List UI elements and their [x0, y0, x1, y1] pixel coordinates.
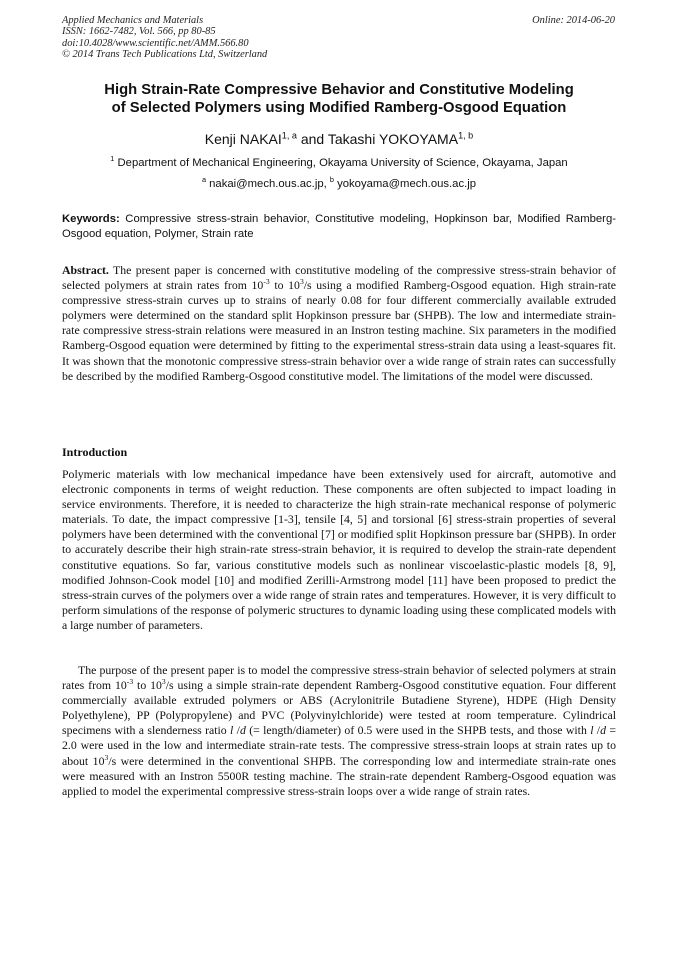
p2-text-8: /s were determined in the conventional SHPB. The corresponding low and intermediate strain-rate ones were measured with an Instron 5500R testing machine. The strain-rate dependent Ramberg-Osgood equation was applied to model the experimental compressive stress-strain loops over a wide range of strain rates.	[62, 753, 616, 798]
affiliation	[62, 156, 616, 170]
p2-symbol-d-1: d	[239, 723, 246, 738]
p2-symbol-d-2: d	[600, 723, 606, 738]
p2-text-6: /	[593, 723, 601, 738]
abstract-label: Abstract.	[62, 263, 109, 277]
affiliation-marker: 1	[110, 154, 115, 164]
journal-name: Applied Mechanics and Materials	[62, 15, 204, 26]
abstract-text-1: The present paper is concerned with constitutive modeling of the compressive stress-strain behavior of selected polymers at strain rates from 10	[62, 263, 616, 293]
keywords	[62, 212, 616, 242]
keywords-label: Keywords:	[62, 213, 120, 225]
p2-text-3: /s using a simple strain-rate dependent Ramberg-Osgood constitutive equation. Four different commercially available extruded polymers or ABS (Acrylonitrile Butadiene Styrene), HDPE (High Density Polyethylene), PP (Polypropylene) and PVC (Polyvinylchloride) were tested at room temperature. Cylindrical specimens with a slenderness ratio	[62, 678, 616, 738]
title-line-1: High Strain-Rate Compressive Behavior and Constitutive Modeling	[104, 82, 574, 98]
p2-exp-2: 3	[161, 677, 166, 687]
keywords-text: Compressive stress-strain behavior, Constitutive modeling, Hopkinson bar, Modified Ramberg-Osgood equation, Polymer, Strain rate	[62, 213, 616, 240]
abstract-text-3: /s using a modified Ramberg-Osgood equation. High strain-rate compressive stress-strain curves up to strains of nearly 0.08 for four different commercially available extruded polymers were determined on the standard split Hopkinson pressure bar (SHPB). The low and intermediate strain-rate compressive stress-strain relations were measured in an Instron testing machine. Six parameters in the modified Ramberg-Osgood equation were determined by fitting to the experimental stress-strain data using a least-squares fit. It was shown that the monotonic compressive stress-strain behavior over a wide range of strain rates can successfully be described by the modified Ramberg-Osgood constitutive model. The limitations of the model were discussed.	[62, 278, 616, 383]
online-date: Online: 2014-06-20	[532, 15, 615, 26]
introduction-heading: Introduction	[62, 445, 128, 459]
p2-text-5: (= length/diameter) of 0.5 were used in the SHPB tests, and those with	[245, 723, 591, 738]
email-list	[62, 177, 616, 191]
author-1-affil: 1, a	[281, 130, 297, 141]
paper-title	[62, 81, 616, 117]
p2-exp-1: -3	[126, 677, 134, 687]
author-1: Kenji NAKAI	[204, 131, 282, 147]
p2-symbol-l-2: l	[590, 723, 594, 738]
email-b-marker: b	[329, 175, 334, 185]
author-2-affil: 1, b	[458, 130, 474, 141]
introduction-paragraph-1: Polymeric materials with low mechanical impedance have been extensively used for aircraft, automotive and electronic components in terms of weight reduction. These components are often subjected to impact loading in service environments. Therefore, it is needed to characterize the high strain-rate mechanical response of polymeric materials. To date, the impact compressive [1-3], tensile [4, 5] and torsional [6] stress-strain properties of several polymers have been determined with the conventional [7] or modified split Hopkinson pressure bar (SHPB). In order to accurately describe their high strain-rate stress-strain behavior, it is required to develop the strain-rate dependent constitutive equations. So far, various constitutive models such as nonlinear viscoelastic-plastic models [8, 9], modified Johnson-Cook model [10] and modified Zerilli-Armstrong model [11] have been proposed to predict the stress-strain curves of the polymers over a wide range of strain rates and temperatures. However, it is very difficult to perform simulations of the response of polymeric structures to dynamic loading using these complicated models with a large number of parameters.	[62, 467, 616, 632]
copyright: © 2014 Trans Tech Publications Ltd, Switzerland	[62, 48, 268, 60]
author-list	[62, 130, 616, 148]
author-2: Takashi YOKOYAMA	[327, 131, 459, 147]
abstract	[62, 263, 616, 384]
journal-meta	[62, 15, 267, 60]
email-a[interactable]: nakai@mech.ous.ac.jp,	[206, 178, 330, 190]
abstract-exp-2: 3	[299, 277, 304, 287]
doi[interactable]: doi:10.4028/www.scientific.net/AMM.566.80	[62, 37, 249, 49]
p2-text-7: = 2.0 were used in the low and intermediate strain-rate tests. The compressive stress-strain loops at strain rates up to about 10	[62, 723, 616, 768]
p2-text-4: /	[233, 723, 240, 738]
abstract-exp-1: -3	[263, 277, 270, 287]
abstract-text-2: to 10	[269, 278, 300, 293]
p2-text-1: The purpose of the present paper is to model the compressive stress-strain behavior of selected polymers at strain rates from 10	[62, 663, 616, 693]
email-a-marker: a	[201, 175, 207, 185]
affiliation-text: Department of Mechanical Engineering, Okayama University of Science, Okayama, Japan	[114, 157, 568, 169]
issn: ISSN: 1662-7482, Vol. 566, pp 80-85	[62, 26, 216, 38]
title-line-2: of Selected Polymers using Modified Ramberg-Osgood Equation	[111, 100, 567, 116]
p2-text-2: to 10	[133, 678, 162, 693]
author-conjunction: and	[296, 131, 328, 147]
p2-exp-3: 3	[104, 752, 109, 762]
email-b[interactable]: yokoyama@mech.ous.ac.jp	[333, 178, 477, 190]
p2-symbol-l-1: l	[230, 723, 234, 738]
introduction-paragraph-2	[62, 663, 616, 799]
